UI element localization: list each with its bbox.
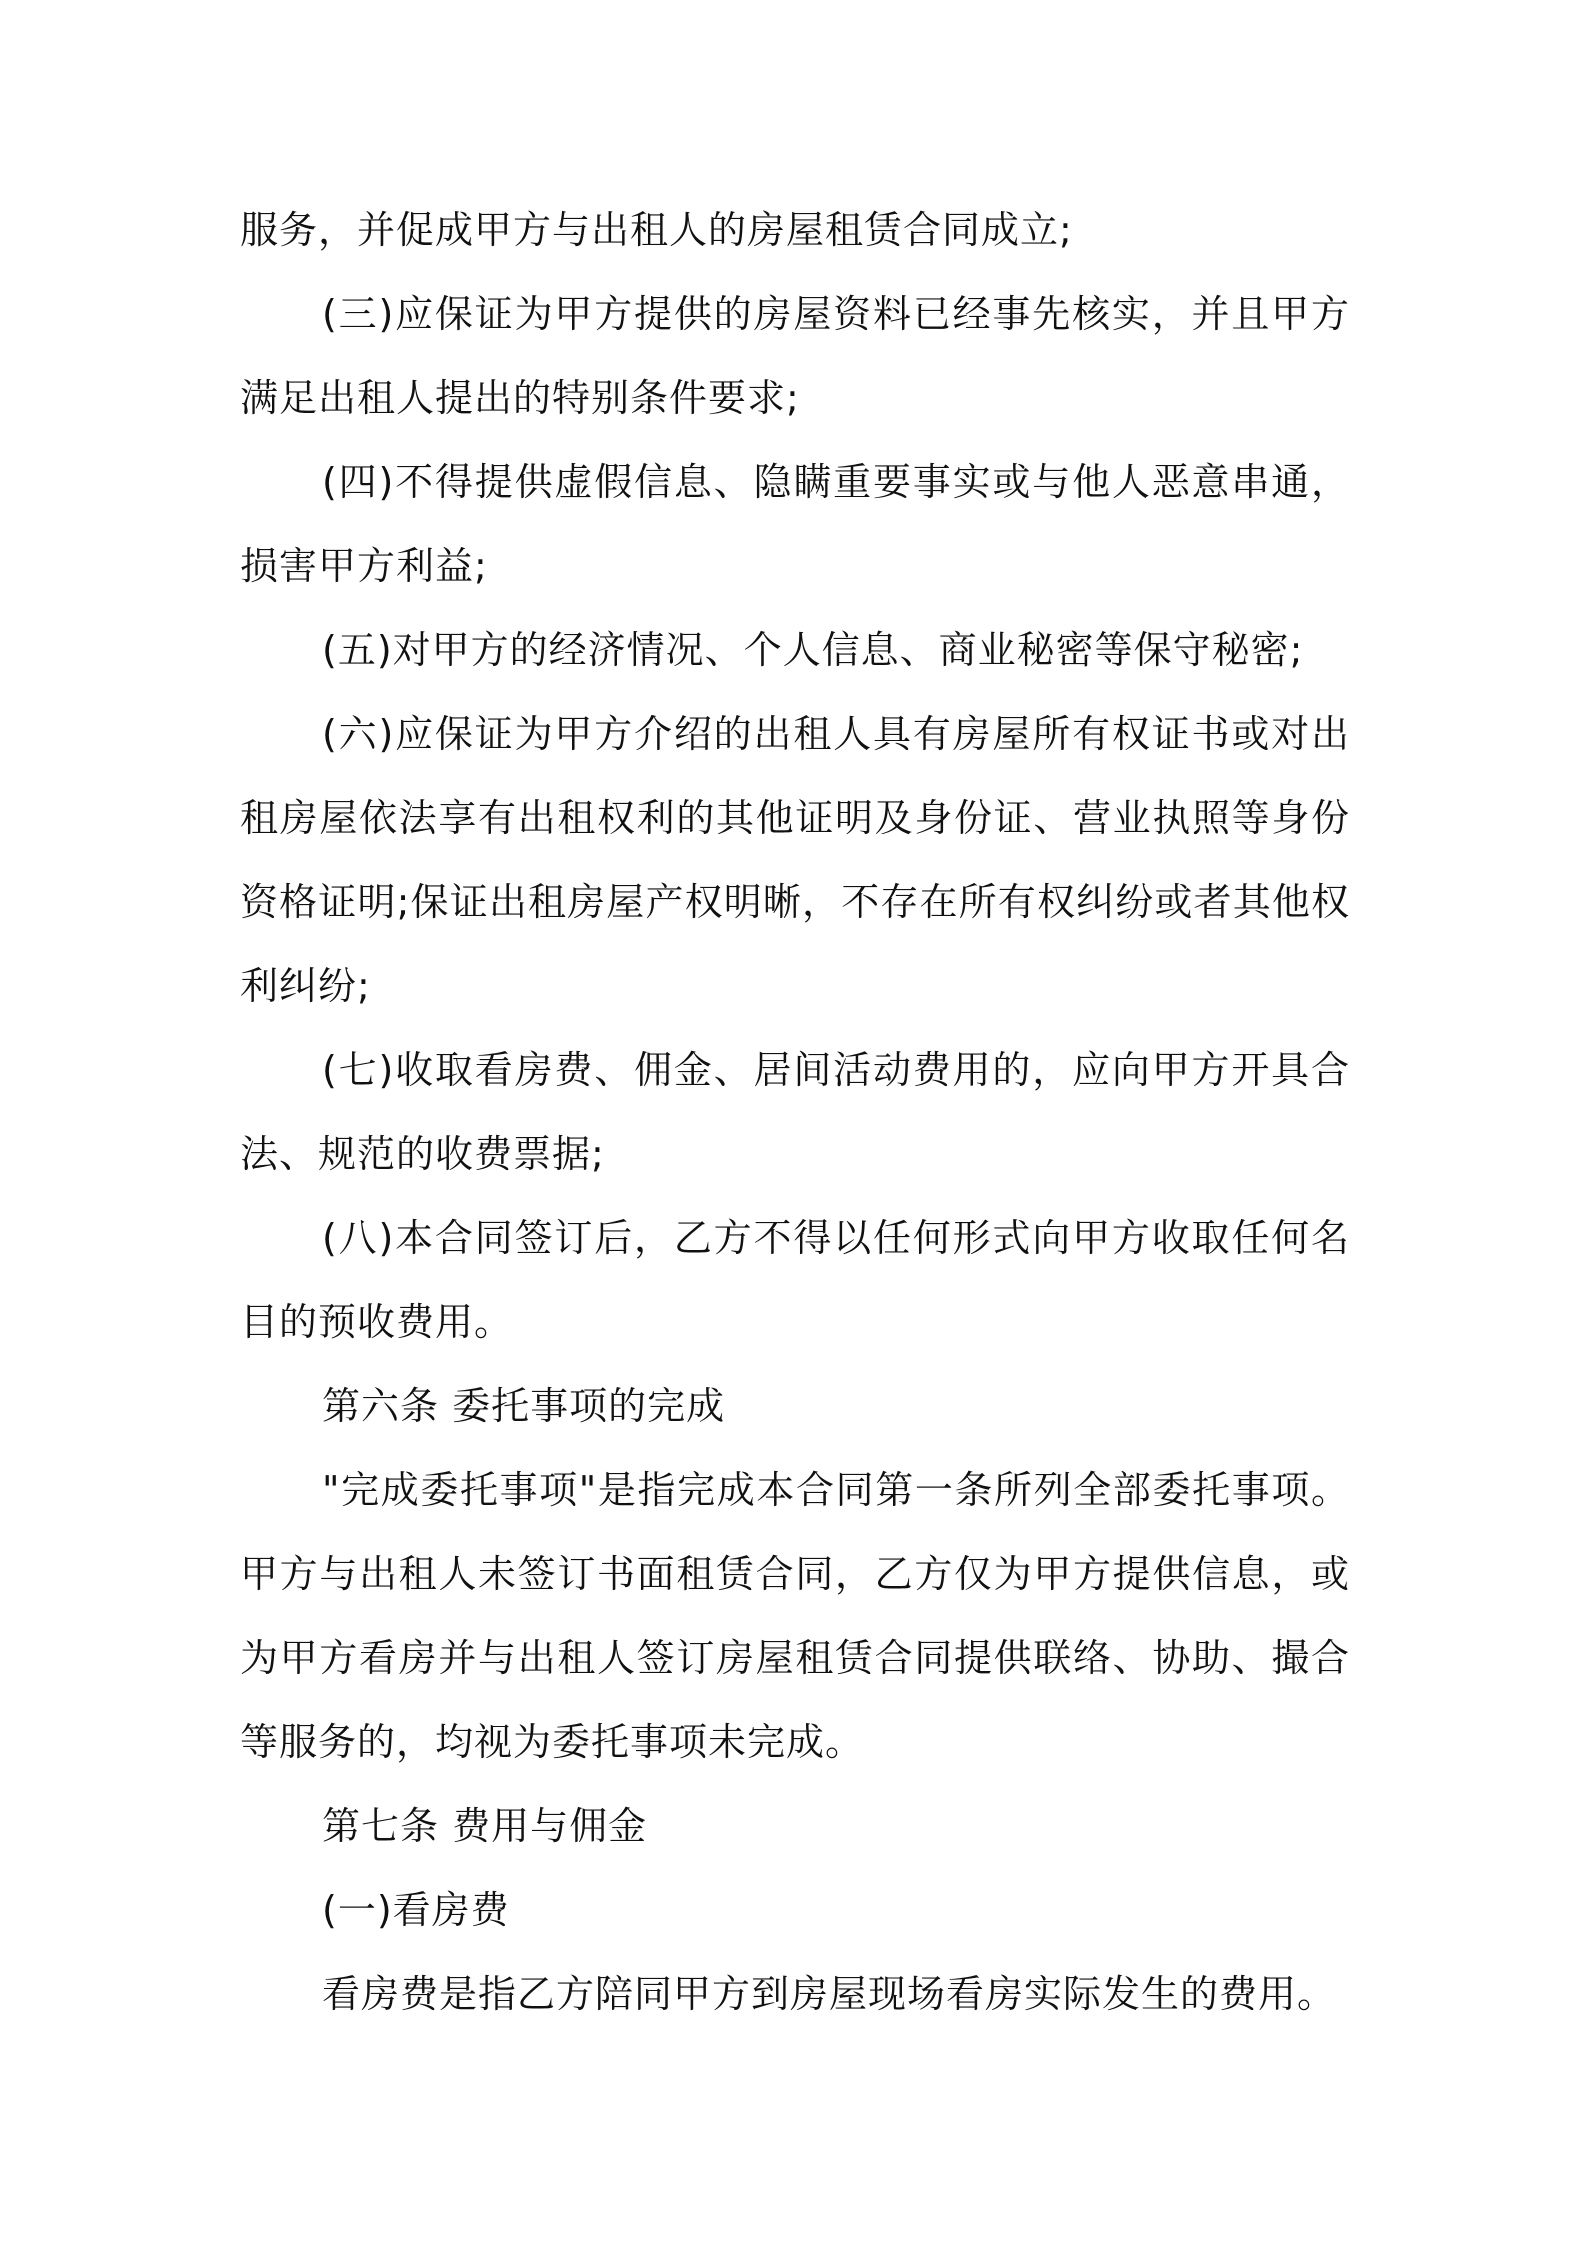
paragraph-viewing-fee-definition: 看房费是指乙方陪同甲方到房屋现场看房实际发生的费用。 [322,1972,1337,2016]
article-6-heading: 第六条 委托事项的完成 [322,1384,726,1428]
paragraph-clause-3: (三)应保证为甲方提供的房屋资料已经事先核实，并且甲方满足出租人提出的特别条件要求; [240,292,1350,420]
article-7-heading: 第七条 费用与佣金 [322,1804,648,1848]
subheading-viewing-fee: (一)看房费 [322,1888,510,1932]
paragraph-clause-8: (八)本合同签订后，乙方不得以任何形式向甲方收取任何名目的预收费用。 [240,1216,1350,1344]
paragraph-clause-5: (五)对甲方的经济情况、个人信息、商业秘密等保守秘密; [322,628,1304,672]
paragraph-clause-4: (四)不得提供虚假信息、隐瞒重要事实或与他人恶意串通，损害甲方利益; [240,460,1350,588]
document-body [240,188,1350,2036]
paragraph-article-6-body: "完成委托事项"是指完成本合同第一条所列全部委托事项。甲方与出租人未签订书面租赁合同，乙方仅为甲方提供信息，或为甲方看房并与出租人签订房屋租赁合同提供联络、协助、撮合等服务的，均视为委托事项未完成。 [240,1468,1350,1764]
paragraph-service-continuation: 服务，并促成甲方与出租人的房屋租赁合同成立; [240,208,1073,252]
paragraph-clause-6: (六)应保证为甲方介绍的出租人具有房屋所有权证书或对出租房屋依法享有出租权利的其他证明及身份证、营业执照等身份资格证明;保证出租房屋产权明晰，不存在所有权纠纷或者其他权利纠纷; [240,712,1350,1008]
paragraph-clause-7: (七)收取看房费、佣金、居间活动费用的，应向甲方开具合法、规范的收费票据; [240,1048,1350,1176]
